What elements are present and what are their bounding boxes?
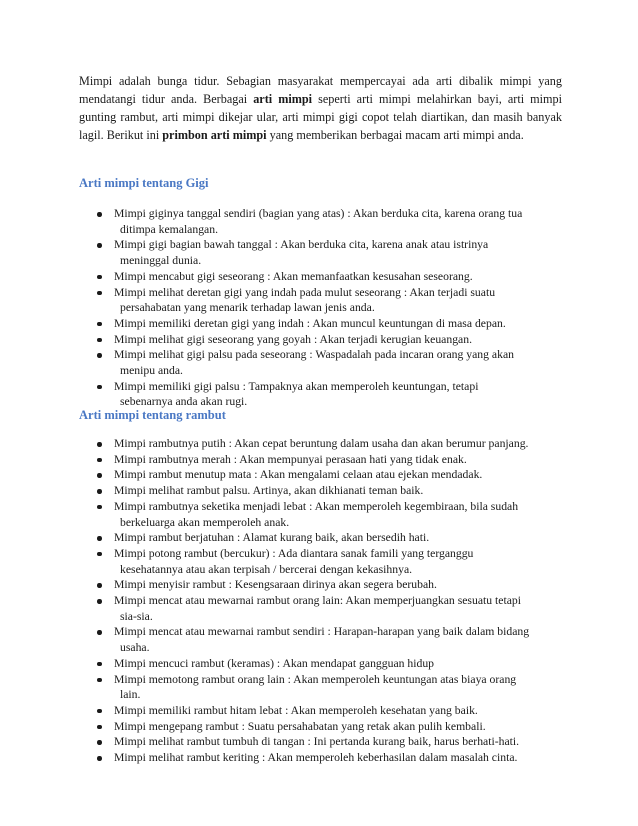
bullet-icon (97, 536, 102, 541)
bullet-icon (97, 756, 102, 761)
bullet-icon (97, 275, 102, 280)
bullet-icon (97, 630, 102, 635)
bullet-icon (97, 243, 102, 248)
intro-bold-primbon: primbon arti mimpi (162, 128, 267, 142)
list-item-text: Mimpi gigi bagian bawah tanggal : Akan berduka cita, karena anak atau istrinya (114, 238, 489, 252)
list-item-text: Mimpi mencat atau mewarnai rambut orang lain: Akan memperjuangkan sesuatu tetapi (114, 594, 521, 608)
list-gigi (97, 206, 567, 410)
list-item-text-continued: usaha. (120, 641, 150, 655)
bullet-icon (97, 678, 102, 683)
list-item (97, 206, 567, 237)
intro-paragraph (79, 72, 562, 144)
bullet-icon (97, 338, 102, 343)
list-item-text-continued: berkeluarga akan memperoleh anak. (120, 515, 290, 529)
list-item-text: Mimpi memiliki rambut hitam lebat : Akan memperoleh kesehatan yang baik. (114, 703, 478, 717)
list-item-text: Mimpi giginya tanggal sendiri (bagian yang atas) : Akan berduka cita, karena orang tua (114, 207, 523, 220)
list-item-text-continued: menipu anda. (120, 364, 183, 378)
list-item-text: Mimpi melihat gigi palsu pada seseorang : Waspadalah pada incaran orang yang akan (114, 348, 514, 362)
list-item (97, 593, 567, 624)
list-item (97, 672, 567, 703)
list-item (97, 436, 567, 452)
list-item-text: Mimpi mencabut gigi seseorang : Akan memanfaatkan kesusahan seseorang. (114, 269, 473, 283)
list-item-text-continued: sia-sia. (120, 609, 153, 623)
bullet-icon (97, 725, 102, 730)
list-item-text: Mimpi melihat rambut palsu. Artinya, akan dikhianati teman baik. (114, 484, 424, 498)
list-item-text: Mimpi melihat rambut tumbuh di tangan : Ini pertanda kurang baik, harus berhati-hati. (114, 735, 520, 749)
list-item (97, 316, 567, 332)
bullet-icon (97, 599, 102, 604)
list-item (97, 269, 567, 285)
bullet-icon (97, 385, 102, 390)
section-heading-rambut: Arti mimpi tentang rambut (79, 408, 226, 422)
list-item (97, 347, 567, 378)
list-item-text-continued: ditimpa kemalangan. (120, 222, 219, 236)
list-item-text: Mimpi melihat rambut keriting : Akan memperoleh keberhasilan dalam masalah cinta. (114, 751, 518, 765)
list-item-text: Mimpi mengepang rambut : Suatu persahabatan yang retak akan pulih kembali. (114, 719, 486, 733)
list-item-text: Mimpi menyisir rambut : Kesengsaraan dirinya akan segera berubah. (114, 578, 437, 592)
list-item-text: Mimpi rambut berjatuhan : Alamat kurang baik, akan bersedih hati. (114, 531, 430, 545)
list-item (97, 499, 567, 530)
list-rambut (97, 436, 567, 766)
bullet-icon (97, 709, 102, 714)
list-item (97, 452, 567, 468)
list-item (97, 624, 567, 655)
bullet-icon (97, 322, 102, 327)
list-item (97, 530, 567, 546)
bullet-icon (97, 458, 102, 463)
list-item-text-continued: kesehatannya atau akan terpisah / bercerai dengan kekasihnya. (120, 562, 413, 576)
list-item (97, 467, 567, 483)
list-item-text-continued: lain. (120, 688, 141, 702)
bullet-icon (97, 552, 102, 557)
list-item (97, 577, 567, 593)
list-item-text-continued: persahabatan yang menarik terhadap lawan jenis anda. (120, 301, 375, 315)
list-item-text: Mimpi potong rambut (bercukur) : Ada diantara sanak famili yang terganggu (114, 546, 474, 560)
intro-bold-arti-mimpi: arti mimpi (253, 92, 313, 106)
list-item-text-continued: sebenarnya anda akan rugi. (120, 395, 248, 409)
list-item (97, 332, 567, 348)
intro-text-1: Mimpi adalah bunga tidur. Sebagian masyarakat mempercayai ada arti dibalik mimpi yang mendatangi tidur anda. Berbagai (79, 74, 562, 106)
intro-text-2: seperti arti mimpi melahirkan bayi, arti mimpi gunting rambut, arti mimpi dikejar ular, arti mimpi gigi copot telah diartikan, dan masih banyak lagil. Berikut ini (79, 92, 562, 142)
list-item (97, 734, 567, 750)
bullet-icon (97, 212, 102, 217)
bullet-icon (97, 583, 102, 588)
list-item-text: Mimpi memiliki gigi palsu : Tampaknya akan memperoleh keuntungan, tetapi (114, 379, 479, 393)
bullet-icon (97, 442, 102, 447)
bullet-icon (97, 489, 102, 494)
list-item (97, 750, 567, 766)
list-item (97, 237, 567, 268)
bullet-icon (97, 740, 102, 745)
list-item-text: Mimpi memotong rambut orang lain : Akan memperoleh keuntungan atas biaya orang (114, 672, 517, 686)
bullet-icon (97, 662, 102, 667)
list-item-text: Mimpi rambutnya merah : Akan mempunyai perasaan hati yang tidak enak. (114, 452, 467, 466)
list-item-text: Mimpi rambutnya putih : Akan cepat beruntung dalam usaha dan akan berumur panjang. (114, 437, 529, 450)
list-item (97, 719, 567, 735)
list-item-text-continued: meninggal dunia. (120, 254, 202, 268)
section-heading-gigi: Arti mimpi tentang Gigi (79, 176, 209, 190)
list-item (97, 285, 567, 316)
bullet-icon (97, 353, 102, 358)
bullet-icon (97, 505, 102, 510)
list-item-text: Mimpi rambutnya seketika menjadi lebat : Akan memperoleh kegembiraan, bila sudah (114, 499, 519, 513)
list-item (97, 703, 567, 719)
list-item-text: Mimpi memiliki deretan gigi yang indah : Akan muncul keuntungan di masa depan. (114, 316, 506, 330)
list-item-text: Mimpi mencat atau mewarnai rambut sendiri : Harapan-harapan yang baik dalam bidang (114, 625, 530, 639)
list-item-text: Mimpi melihat gigi seseorang yang goyah : Akan terjadi kerugian keuangan. (114, 332, 472, 346)
list-item (97, 483, 567, 499)
list-item (97, 379, 567, 410)
list-item-text: Mimpi melihat deretan gigi yang indah pada mulut seseorang : Akan terjadi suatu (114, 285, 496, 299)
intro-text-3: yang memberikan berbagai macam arti mimpi anda. (266, 128, 524, 142)
list-item (97, 656, 567, 672)
list-item (97, 546, 567, 577)
bullet-icon (97, 291, 102, 296)
list-item-text: Mimpi mencuci rambut (keramas) : Akan mendapat gangguan hidup (114, 656, 435, 670)
bullet-icon (97, 473, 102, 478)
list-item-text: Mimpi rambut menutup mata : Akan mengalami celaan atau ejekan mendadak. (114, 468, 483, 482)
